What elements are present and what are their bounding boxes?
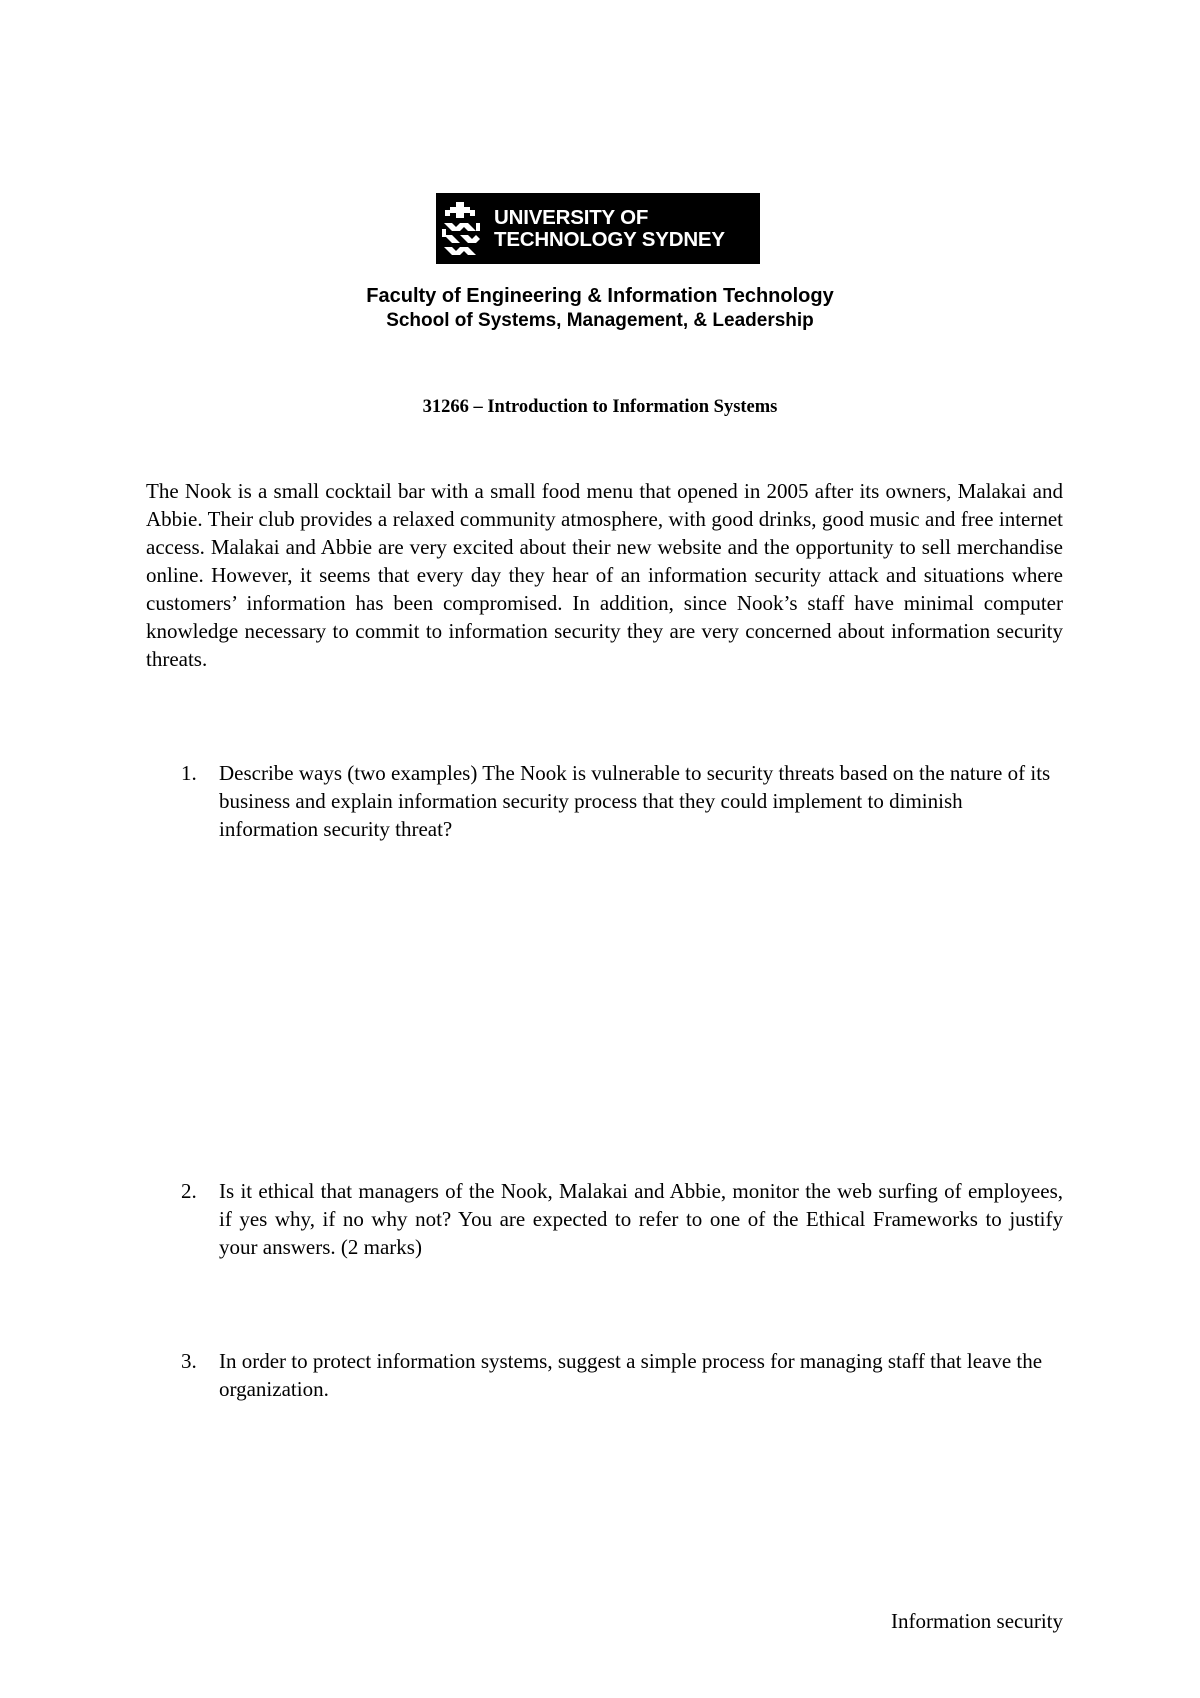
logo-wordmark xyxy=(494,207,725,251)
question-number: 1. xyxy=(181,761,197,785)
question-3 xyxy=(181,1347,1063,1403)
school-name: School of Systems, Management, & Leadership xyxy=(386,310,814,331)
question-text: In order to protect information systems, suggest a simple process for managing staff that leave the organization. xyxy=(219,1349,1043,1401)
question-2 xyxy=(181,1177,1063,1261)
course-title: 31266 – Introduction to Information Systems xyxy=(422,397,778,417)
logo-line-2: TECHNOLOGY SYDNEY xyxy=(494,228,725,251)
question-text: Is it ethical that managers of the Nook, Malakai and Abbie, monitor the web surfing of employees, if yes why, if no why not? You are expected to refer to one of the Ethical Frameworks to justify your answers. (2 marks) xyxy=(219,1179,1063,1259)
question-1 xyxy=(181,759,1063,843)
intro-paragraph: The Nook is a small cocktail bar with a small food menu that opened in 2005 after its owners, Malakai and Abbie. Their club provides a relaxed community atmosphere, with good drinks, good music and free internet access. Malakai and Abbie are very excited about their new website and the opportunity to sell merchandise online. However, it seems that every day they hear of an information security attack and situations where customers’ information has been compromised. In addition, since Nook’s staff have minimal computer knowledge necessary to commit to information security they are very concerned about information security threats. xyxy=(146,479,1063,671)
question-number: 3. xyxy=(181,1349,197,1373)
uts-logo-icon xyxy=(436,193,486,264)
uts-logo xyxy=(436,193,760,264)
question-text: Describe ways (two examples) The Nook is vulnerable to security threats based on the nature of its business and explain information security process that they could implement to diminish information security threat? xyxy=(219,761,1051,841)
faculty-name: Faculty of Engineering & Information Technology xyxy=(366,285,834,307)
page-footer: Information security xyxy=(890,1609,1063,1633)
question-number: 2. xyxy=(181,1179,197,1203)
logo-line-1: UNIVERSITY OF xyxy=(494,206,649,229)
